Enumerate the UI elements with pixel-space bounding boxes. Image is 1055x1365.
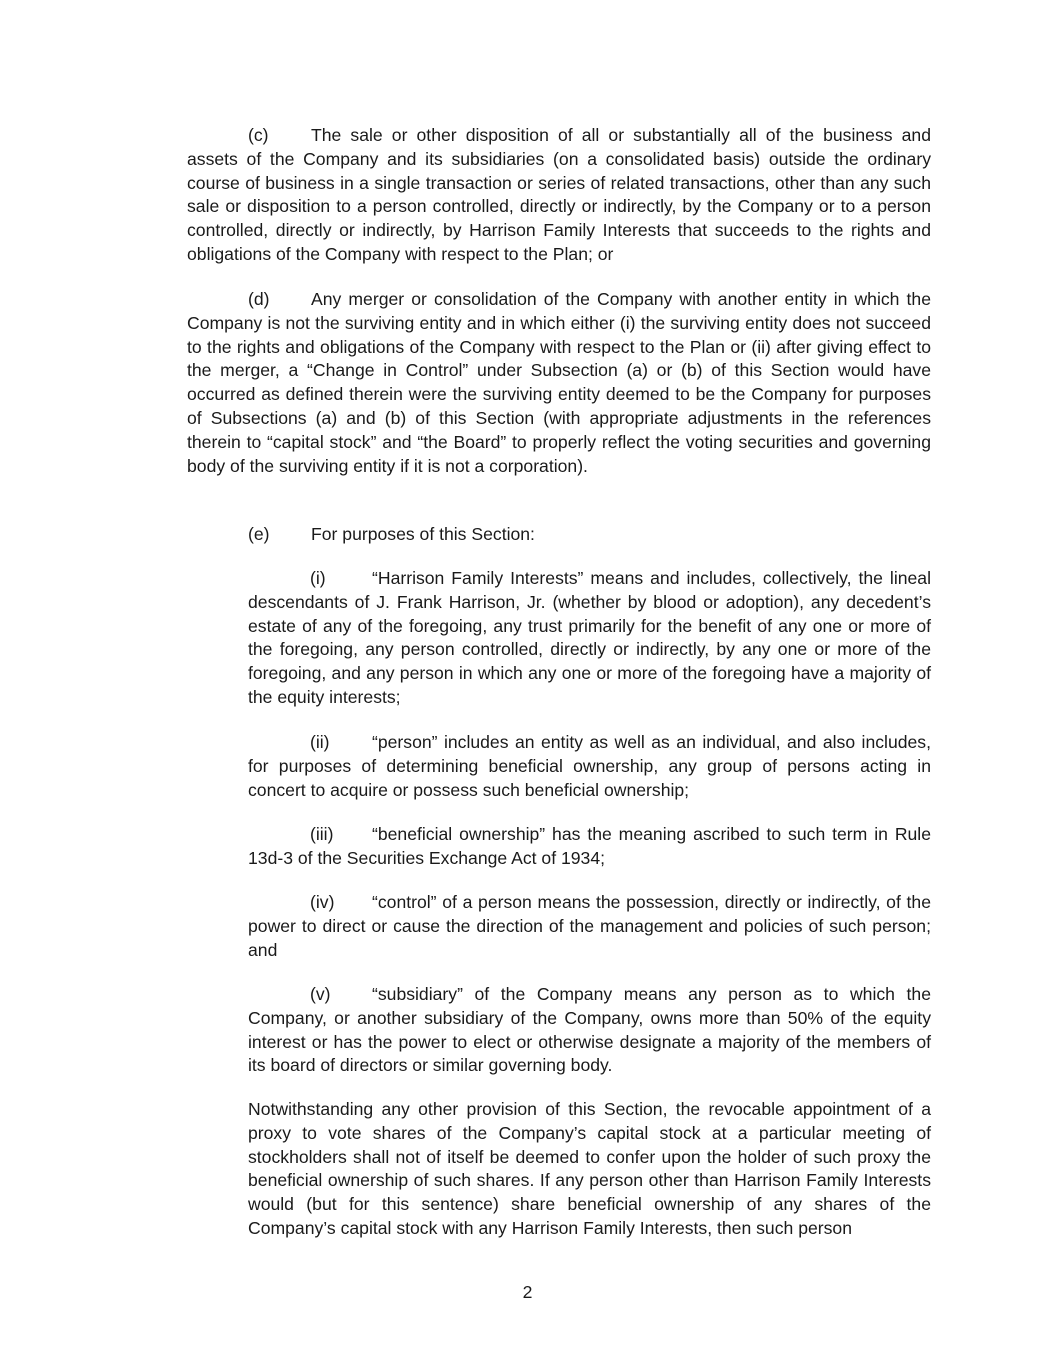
paragraph-c — [187, 124, 931, 267]
definition-label: (v) — [310, 984, 331, 1004]
definition-iv — [248, 891, 931, 962]
closing-paragraph: Notwithstanding any other provision of this Section, the revocable appointment of a proxy to vote shares of the Company’s capital stock at a particular meeting of stockholders shall not of itself be deemed to confer upon the holder of such proxy the beneficial ownership of such shares. If any person other than Harrison Family Interests would (but for this sentence) share beneficial ownership of any shares of the Company’s capital stock with any Harrison Family Interests, then such person — [248, 1099, 931, 1238]
definition-text: “beneficial ownership” has the meaning ascribed to such term in Rule 13d-3 of the Securities Exchange Act of 1934; — [248, 824, 931, 868]
definition-i — [248, 567, 931, 710]
definition-label: (iv) — [310, 892, 335, 912]
paragraph-text: For purposes of this Section: — [311, 524, 535, 544]
definition-v — [248, 983, 931, 1078]
definition-text: “Harrison Family Interests” means and includes, collectively, the lineal descendants of J. Frank Harrison, Jr. (whether by blood or adoption), any decedent’s estate of any of the foregoing, any trust primarily for the benefit of any one or more of the foregoing, any person controlled, directly or indirectly, by any one or more of the foregoing, and any person in which any one or more of the foregoing have a majority of the equity interests; — [248, 568, 931, 707]
definition-text: “subsidiary” of the Company means any person as to which the Company, or another subsidiary of the Company, owns more than 50% of the equity interest or has the power to elect or otherwise designate a majority of the members of its board of directors or similar governing body. — [248, 984, 931, 1076]
definition-label: (i) — [310, 568, 326, 588]
page-number: 2 — [522, 1282, 533, 1302]
definition-text: “person” includes an entity as well as an individual, and also includes, for purposes of determining beneficial ownership, any group of persons acting in concert to acquire or possess such beneficial ownership; — [248, 732, 931, 800]
definition-iii — [248, 823, 931, 871]
paragraph-label: (d) — [248, 289, 270, 309]
definition-label: (iii) — [310, 824, 334, 844]
paragraph-d — [187, 288, 931, 478]
definition-label: (ii) — [310, 732, 330, 752]
paragraph-label: (c) — [248, 125, 269, 145]
definition-text: “control” of a person means the possession, directly or indirectly, of the power to direct or cause the direction of the management and policies of such person; and — [248, 892, 931, 960]
paragraph-label: (e) — [248, 524, 270, 544]
definition-ii — [248, 731, 931, 802]
paragraph-e — [248, 523, 535, 547]
paragraph-text: The sale or other disposition of all or substantially all of the business and assets of the Company and its subsidiaries (on a consolidated basis) outside the ordinary course of business in a single transaction or series of related transactions, other than any such sale or disposition to a person controlled, directly or indirectly, by the Company or to a person controlled, directly or indirectly, by Harrison Family Interests that succeeds to the rights and obligations of the Company with respect to the Plan; or — [187, 125, 931, 264]
paragraph-text: Any merger or consolidation of the Company with another entity in which the Company is not the surviving entity and in which either (i) the surviving entity does not succeed to the rights and obligations of the Company with respect to the Plan or (ii) after giving effect to the merger, a “Change in Control” under Subsection (a) or (b) of this Section would have occurred as defined therein were the surviving entity deemed to be the Company for purposes of Subsections (a) and (b) of this Section (with appropriate adjustments in the references therein to “capital stock” and “the Board” to properly reflect the voting securities and governing body of the surviving entity if it is not a corporation). — [187, 289, 931, 476]
